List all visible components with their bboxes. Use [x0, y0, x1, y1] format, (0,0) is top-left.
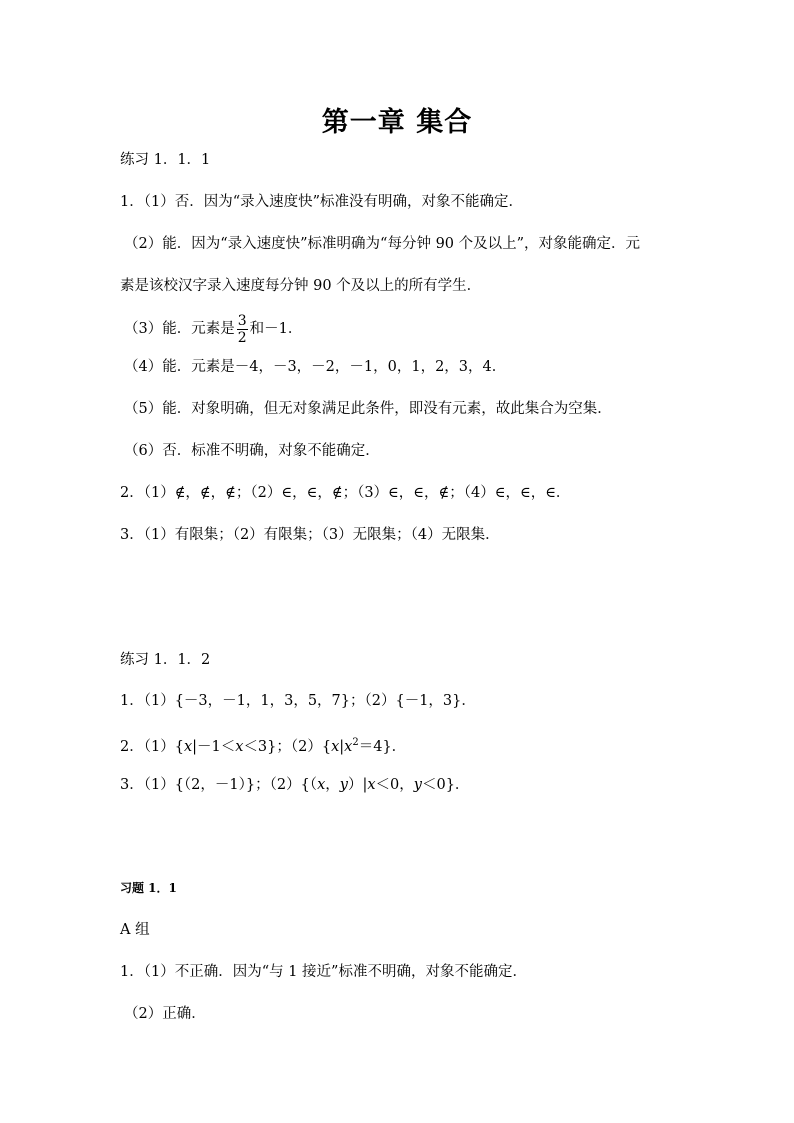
answer-text: ＜0， [375, 777, 414, 793]
answer-text: ＜3}；（2）{ [243, 738, 332, 755]
fraction-numerator: 3 [237, 312, 247, 329]
section-heading: 练习 1．1．2 [120, 652, 211, 668]
variable: x [183, 738, 193, 755]
answer-text: ）| [347, 777, 368, 793]
answer-line: 1．（1）否．因为“录入速度快”标准没有明确，对象不能确定． [120, 194, 524, 210]
exercise-heading: 习题 1．1 [120, 881, 177, 895]
answer-line: （2）正确． [124, 1006, 206, 1022]
answer-text: ， [325, 777, 340, 793]
fraction [237, 314, 248, 345]
chapter-title: 第一章 集合 [321, 107, 473, 138]
exponent: 2 [352, 737, 359, 748]
answer-line-set [120, 733, 406, 757]
answer-line: 3．（1）有限集；（2）有限集；（3）无限集；（4）无限集． [120, 527, 500, 543]
answer-text: |－1＜ [192, 738, 236, 755]
answer-line: （4）能．元素是－4，－3，－2，－1，0，1，2，3，4． [124, 359, 507, 375]
answer-text: 2．（1）{ [120, 738, 184, 755]
variable: x [331, 738, 340, 755]
answer-line: 1．（1）不正确．因为“与 1 接近”标准不明确，对象不能确定． [120, 964, 527, 980]
answer-text: ＝4}． [358, 738, 407, 755]
answer-text: | [339, 738, 345, 755]
answer-line-set [120, 775, 469, 795]
answer-line: 素是该校汉字录入速度每分钟 90 个及以上的所有学生． [120, 278, 482, 294]
answer-line: （6）否．标准不明确，对象不能确定． [124, 443, 380, 459]
variable: x [367, 777, 376, 793]
answer-text: ＜0}． [421, 777, 470, 793]
answer-text: 3．（1）{（2，－1）}；（2）{（ [120, 777, 318, 793]
variable: x [235, 738, 244, 755]
answer-text: 和－1． [249, 321, 303, 337]
variable: y [339, 777, 348, 793]
answer-line-fraction [124, 312, 302, 346]
answer-line: 1．（1）{－3，－1，1，3，5，7}；（2）{－1，3}． [120, 693, 476, 709]
variable: x [344, 738, 353, 755]
variable: y [413, 777, 422, 793]
group-label: A 组 [120, 922, 150, 938]
section-heading: 练习 1．1．1 [120, 152, 211, 168]
fraction-denominator: 2 [237, 329, 247, 346]
answer-line: （2）能．因为“录入速度快”标准明确为“每分钟 90 个及以上”，对象能确定．元 [124, 236, 641, 252]
answer-text: （3）能．元素是 [124, 321, 235, 337]
variable: x [317, 777, 326, 793]
answer-line: （5）能．对象明确，但无对象满足此条件，即没有元素，故此集合为空集． [124, 401, 612, 417]
answer-line: 2．（1）∉，∉，∉；（2）∈，∈，∉；（3）∈，∈，∉；（4）∈，∈，∈． [120, 485, 571, 501]
